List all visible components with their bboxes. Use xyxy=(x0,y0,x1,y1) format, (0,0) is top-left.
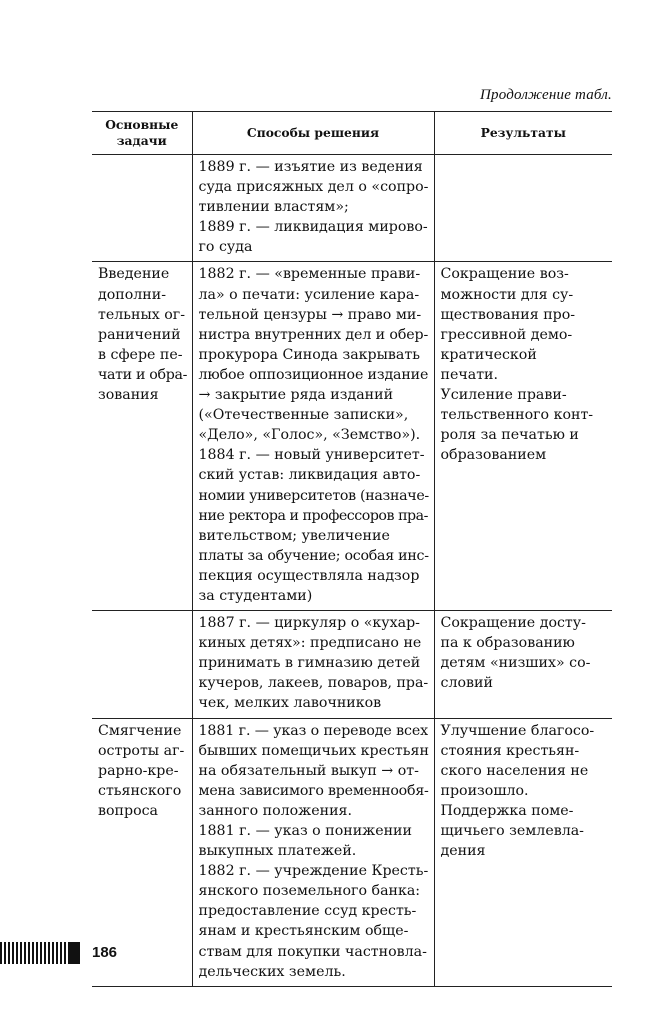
cell-text-line: Сокращение воз- xyxy=(440,266,569,283)
cell-text-line: 1884 г. — новый университет- xyxy=(198,447,425,464)
cell-text-line: в сфере пе- xyxy=(98,346,183,363)
table-body xyxy=(92,155,612,987)
cell-text-line: платы за обучение; особая инс- xyxy=(198,547,429,564)
page-number: 186 xyxy=(92,944,118,961)
cell-text-line: вопроса xyxy=(98,802,159,819)
cell-text-line: кучеров, лакеев, поваров, пра- xyxy=(198,675,429,692)
cell-text-line: кратической xyxy=(440,346,537,363)
cell-text-line: Улучшение благосо- xyxy=(440,722,595,739)
cell-text-line: янского поземельного банка: xyxy=(198,883,421,900)
task-cell xyxy=(92,155,192,262)
task-cell xyxy=(92,611,192,718)
cell-text-line: ла» о печати: усиление кара- xyxy=(198,286,420,303)
cell-text-line: Смягчение xyxy=(98,722,182,739)
cell-text-line: → закрытие ряда изданий xyxy=(198,387,394,404)
cell-text-line: рарно-кре- xyxy=(98,762,179,779)
cell-text-line: щичьего землевла- xyxy=(440,823,584,839)
cell-text-line: ществования про- xyxy=(440,306,576,323)
results-cell xyxy=(434,262,612,611)
results-cell xyxy=(434,611,612,718)
table-row xyxy=(92,718,612,986)
cell-text-line: суда присяжных дел о «сопро- xyxy=(198,179,429,196)
table-row xyxy=(92,611,612,718)
methods-cell xyxy=(192,611,434,718)
results-cell xyxy=(434,155,612,262)
header-results: Результаты xyxy=(434,112,612,155)
cell-text-line: тельной цензуры → право ми- xyxy=(198,306,422,323)
header-tasks: Основные задачи xyxy=(92,112,192,155)
cell-text-line: мена зависимого временнообя- xyxy=(198,782,429,799)
methods-cell xyxy=(192,155,434,262)
task-cell xyxy=(92,262,192,611)
cell-text-line: номии университетов (назначе- xyxy=(198,487,429,504)
cell-text-line: («Отечественные записки», xyxy=(198,407,409,424)
cell-text-line: чек, мелких лавочников xyxy=(198,695,382,712)
cell-text-line: роля за печатью и xyxy=(440,427,579,444)
cell-text-line: дельческих земель. xyxy=(198,963,346,980)
cell-text-line: занного положения. xyxy=(198,802,353,819)
cell-text-line: произошло. xyxy=(440,782,529,799)
cell-text-line: тельственного конт- xyxy=(440,407,594,424)
cell-text-line: 1881 г. — указ о понижении xyxy=(198,823,412,839)
cell-text-line: бывших помещичьих крестьян xyxy=(198,742,429,759)
cell-text-line: можности для су- xyxy=(440,286,574,303)
cell-text-line: тивлении властям»; xyxy=(198,199,349,216)
cell-text-line: 1887 г. — циркуляр о «кухар- xyxy=(198,615,420,632)
cell-text-line: ского населения не xyxy=(440,762,589,779)
continuation-label: Продолжение табл. xyxy=(479,87,612,103)
cell-text-line: па к образованию xyxy=(440,635,575,652)
cell-text-line: 1889 г. — изъятие из ведения xyxy=(198,159,423,175)
cell-text-line: образованием xyxy=(440,447,547,464)
cell-text-line: нистра внутренних дел и обер- xyxy=(198,326,429,343)
cell-text-line: дополни- xyxy=(98,286,166,303)
cell-text-line: печати. xyxy=(440,366,499,383)
results-cell xyxy=(434,718,612,986)
cell-text-line: грессивной демо- xyxy=(440,326,573,343)
cell-text-line: выкупных платежей. xyxy=(198,843,357,860)
cell-text-line: словий xyxy=(440,675,493,692)
cell-text-line: принимать в гимназию детей xyxy=(198,655,421,672)
cell-text-line: киных детях»: предписано не xyxy=(198,635,422,652)
cell-text-line: стояния крестьян- xyxy=(440,742,580,759)
table-header-row xyxy=(92,112,612,155)
cell-text-line: остроты аг- xyxy=(98,742,185,759)
cell-text-line: дения xyxy=(440,843,486,860)
cell-text-line: 1882 г. — учреждение Кресть- xyxy=(198,863,429,880)
cell-text-line: стьянского xyxy=(98,782,182,799)
cell-text-line: 1881 г. — указ о переводе всех xyxy=(198,722,429,739)
table-row xyxy=(92,262,612,611)
cell-text-line: ствам для покупки частновла- xyxy=(198,943,427,960)
methods-cell xyxy=(192,718,434,986)
cell-text-line: вительством; увеличение xyxy=(198,527,390,544)
cell-text-line: Поддержка поме- xyxy=(440,802,574,819)
cell-text-line: предоставление ссуд кресть- xyxy=(198,903,417,920)
cell-text-line: тельных ог- xyxy=(98,306,186,323)
cell-text-line: 1882 г. — «временные прави- xyxy=(198,266,421,283)
table-row xyxy=(92,155,612,262)
methods-cell xyxy=(192,262,434,611)
cell-text-line: ние ректора и профессоров пра- xyxy=(198,507,428,524)
cell-text-line: чати и обра- xyxy=(98,366,188,383)
reforms-table xyxy=(92,111,612,987)
cell-text-line: 1889 г. — ликвидация мирово- xyxy=(198,219,428,236)
cell-text-line: любое оппозиционное издание xyxy=(198,366,429,383)
header-methods: Способы решения xyxy=(192,112,434,155)
cell-text-line: Сокращение досту- xyxy=(440,615,586,632)
cell-text-line: прокурора Синода закрывать xyxy=(198,346,420,363)
cell-text-line: Усиление прави- xyxy=(440,387,567,404)
cell-text-line: раничений xyxy=(98,326,181,343)
cell-text-line: «Дело», «Голос», «Земство»). xyxy=(198,427,421,444)
cell-text-line: зования xyxy=(98,387,159,404)
cell-text-line: пекция осуществляла надзор xyxy=(198,567,420,584)
page-marker-bar xyxy=(0,942,80,964)
cell-text-line: Введение xyxy=(98,266,170,283)
cell-text-line: ский устав: ликвидация авто- xyxy=(198,467,421,484)
cell-text-line: го суда xyxy=(198,239,253,256)
cell-text-line: янам и крестьянским обще- xyxy=(198,923,409,940)
cell-text-line: за студентами) xyxy=(198,587,313,604)
cell-text-line: на обязательный выкуп → от- xyxy=(198,762,419,779)
cell-text-line: детям «низших» со- xyxy=(440,655,591,672)
